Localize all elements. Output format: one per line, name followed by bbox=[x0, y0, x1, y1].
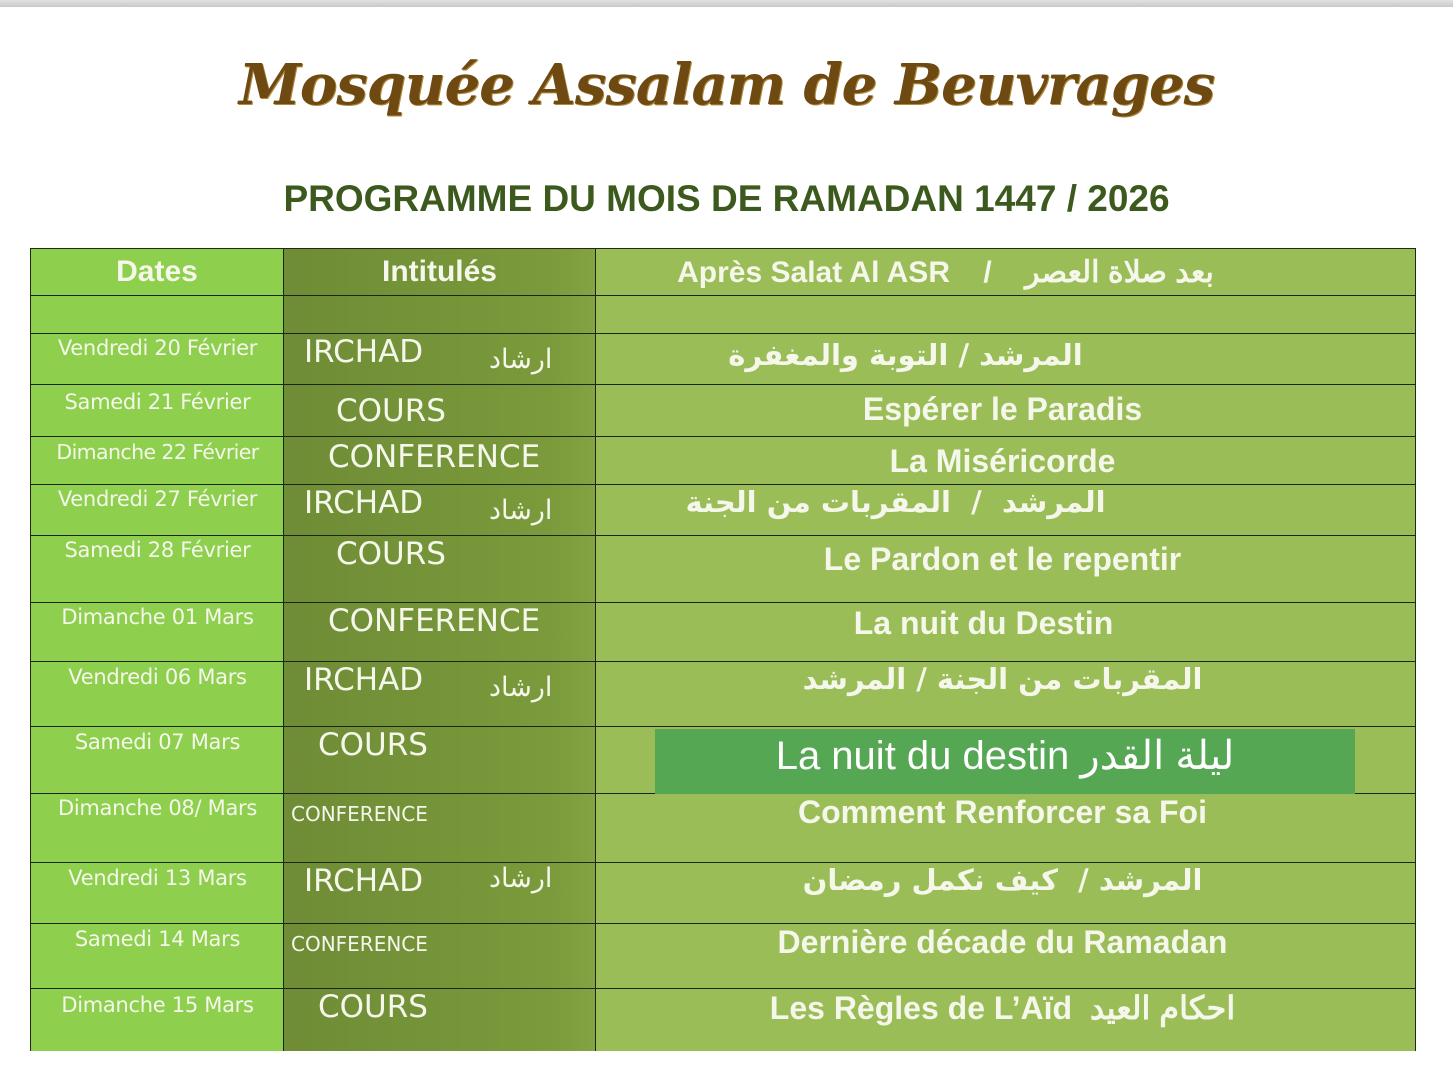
topic-text: المرشد / المقربات من الجنة bbox=[685, 485, 1106, 519]
date-text: Samedi 07 Mars bbox=[74, 730, 241, 754]
date-cell bbox=[31, 536, 284, 602]
date-cell bbox=[31, 603, 284, 661]
type-text: COURS bbox=[318, 727, 428, 763]
topic-text: المرشد / التوبة والمغفرة bbox=[728, 338, 1083, 372]
topic-text: Espérer le Paradis bbox=[862, 391, 1143, 427]
topic-cell bbox=[596, 437, 1415, 484]
date-cell bbox=[31, 485, 284, 535]
type-cell bbox=[284, 989, 596, 1051]
topic-text: La Miséricorde bbox=[889, 443, 1116, 479]
type-arabic-text: ارشاد bbox=[489, 672, 553, 703]
laylat-al-qadr-banner: La nuit du destin ليلة القدر bbox=[655, 729, 1355, 794]
table-row bbox=[31, 385, 1415, 437]
type-text: COURS bbox=[336, 536, 446, 572]
date-cell bbox=[31, 437, 284, 484]
type-text: CONFERENCE bbox=[291, 932, 428, 956]
topic-cell bbox=[596, 603, 1415, 661]
type-text: CONFERENCE bbox=[328, 439, 541, 475]
date-cell bbox=[31, 794, 284, 862]
schedule-table bbox=[30, 248, 1416, 1051]
table-row bbox=[31, 863, 1415, 924]
type-cell bbox=[284, 924, 596, 988]
date-cell bbox=[31, 924, 284, 988]
date-text: Dimanche 08/ Mars bbox=[57, 796, 258, 820]
date-cell bbox=[31, 863, 284, 923]
topic-text: Dernière décade du Ramadan bbox=[777, 924, 1228, 960]
type-text: IRCHAD bbox=[304, 485, 424, 521]
program-title: PROGRAMME DU MOIS DE RAMADAN 1447 / 2026 bbox=[283, 178, 1170, 219]
date-text: Samedi 28 Février bbox=[64, 538, 251, 562]
type-text: IRCHAD bbox=[304, 334, 424, 370]
type-text: COURS bbox=[318, 989, 428, 1025]
header-cell-dates bbox=[31, 249, 284, 295]
date-text: Dimanche 15 Mars bbox=[61, 993, 254, 1017]
date-text: Vendredi 13 Mars bbox=[68, 866, 247, 890]
type-cell bbox=[284, 662, 596, 726]
type-arabic-text: ارشاد bbox=[489, 863, 553, 894]
type-text: COURS bbox=[336, 393, 446, 429]
type-arabic-text: ارشاد bbox=[489, 344, 553, 375]
topic-cell bbox=[596, 924, 1415, 988]
topic-cell bbox=[596, 863, 1415, 923]
topic-text: المرشد / كيف نكمل رمضان bbox=[802, 863, 1203, 897]
topic-text: Comment Renforcer sa Foi bbox=[798, 794, 1207, 830]
type-cell bbox=[284, 727, 596, 793]
header-topic-label: Après Salat Al ASR / بعد صلاة العصر bbox=[677, 256, 1214, 289]
date-text: Vendredi 06 Mars bbox=[68, 665, 247, 689]
type-cell bbox=[284, 437, 596, 484]
empty-date-cell bbox=[31, 296, 284, 333]
type-text: IRCHAD bbox=[304, 863, 424, 899]
date-text: Samedi 21 Février bbox=[64, 390, 251, 414]
date-text: Samedi 14 Mars bbox=[74, 927, 241, 951]
topic-text: Les Règles de L’Aïd احكام العيد bbox=[769, 990, 1236, 1026]
date-text: Vendredi 20 Février bbox=[57, 336, 258, 360]
type-cell bbox=[284, 603, 596, 661]
topic-text: La nuit du Destin bbox=[853, 605, 1114, 641]
table-row bbox=[31, 794, 1415, 863]
table-row bbox=[31, 662, 1415, 727]
header-cell-topic bbox=[596, 249, 1415, 295]
date-cell bbox=[31, 662, 284, 726]
date-cell bbox=[31, 385, 284, 436]
empty-topic-cell bbox=[596, 296, 1415, 333]
table-row bbox=[31, 485, 1415, 536]
header-dates-label: Dates bbox=[116, 255, 198, 288]
table-row-empty bbox=[31, 296, 1415, 334]
table-row bbox=[31, 437, 1415, 485]
topic-cell bbox=[596, 662, 1415, 726]
table-row bbox=[31, 924, 1415, 989]
type-arabic-text: ارشاد bbox=[489, 495, 553, 526]
table-row bbox=[31, 334, 1415, 385]
topic-text: المقربات من الجنة / المرشد bbox=[802, 662, 1203, 696]
date-text: Dimanche 01 Mars bbox=[61, 605, 254, 629]
date-text: Vendredi 27 Février bbox=[57, 487, 258, 511]
table-row bbox=[31, 536, 1415, 603]
date-cell bbox=[31, 334, 284, 384]
topic-cell bbox=[596, 334, 1415, 384]
table-header-row bbox=[31, 249, 1415, 296]
window-top-bar bbox=[0, 0, 1453, 7]
topic-cell bbox=[596, 485, 1415, 535]
topic-cell bbox=[596, 385, 1415, 436]
topic-cell bbox=[596, 989, 1415, 1051]
type-text: CONFERENCE bbox=[328, 603, 541, 639]
type-cell bbox=[284, 863, 596, 923]
type-cell bbox=[284, 794, 596, 862]
type-text: IRCHAD bbox=[304, 662, 424, 698]
date-cell bbox=[31, 727, 284, 793]
topic-cell bbox=[596, 536, 1415, 602]
topic-text: Le Pardon et le repentir bbox=[823, 541, 1182, 577]
type-text: CONFERENCE bbox=[291, 802, 428, 826]
header-titles-label: Intitulés bbox=[381, 255, 497, 288]
topic-cell bbox=[596, 794, 1415, 862]
table-row bbox=[31, 989, 1415, 1051]
date-text: Dimanche 22 Février bbox=[56, 440, 259, 464]
table-row bbox=[31, 603, 1415, 662]
type-cell bbox=[284, 385, 596, 436]
mosque-name-logo: Mosquée Assalam de Beuvrages bbox=[238, 52, 1215, 118]
date-cell bbox=[31, 989, 284, 1051]
empty-type-cell bbox=[284, 296, 596, 333]
type-cell bbox=[284, 536, 596, 602]
